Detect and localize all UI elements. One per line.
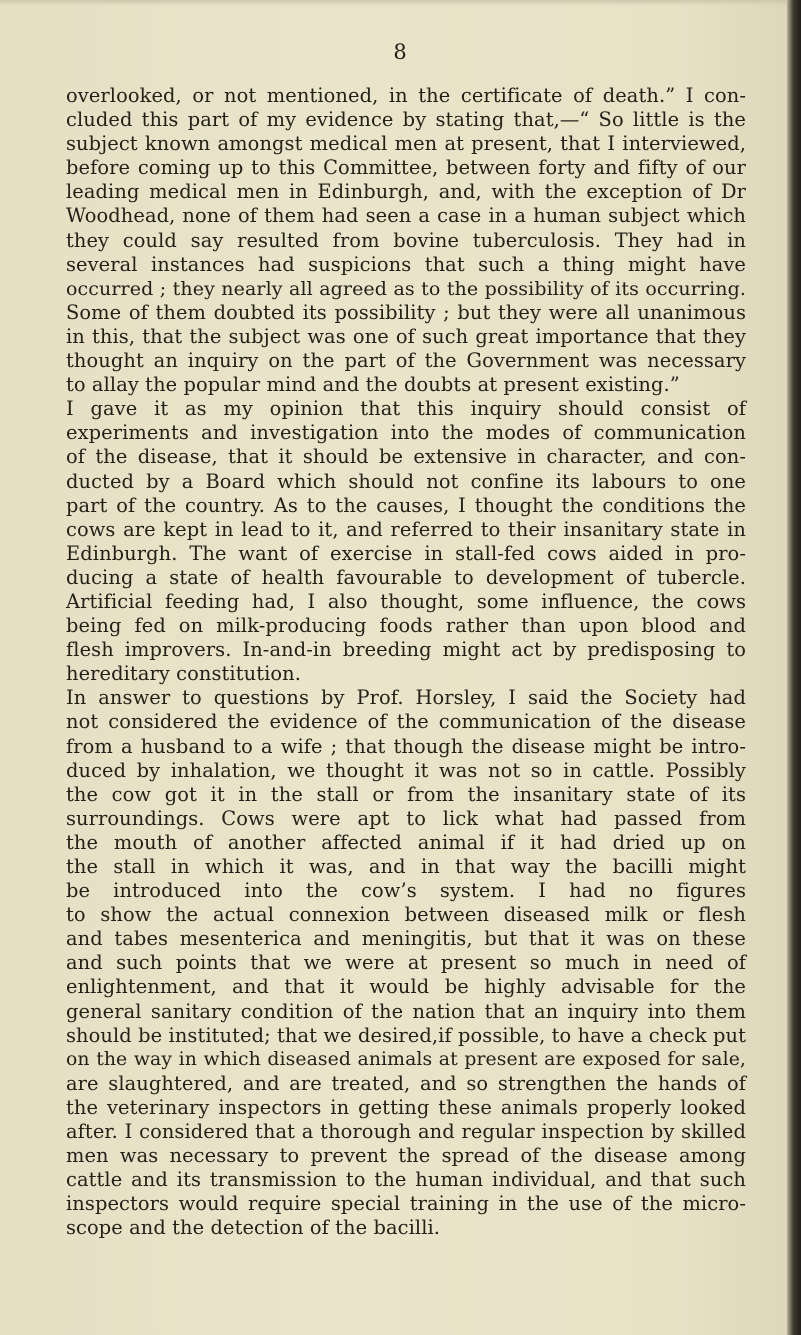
text-line: the stall in which it was, and in that way the bacilli might — [66, 855, 746, 878]
text-line: Edinburgh. The want of exercise in stall-fed cows aided in pro- — [66, 541, 746, 565]
text-line: inspectors would require special training in the use of the micro- — [66, 1192, 746, 1216]
text-line: after. I considered that a thorough and regular inspection by skilled — [66, 1120, 746, 1144]
text-line: of the disease, that it should be extensive in character, and con- — [66, 445, 746, 469]
text-line: occurred ; they nearly all agreed as to the possibility of its occurring. — [66, 277, 746, 300]
text-line: before coming up to this Committee, between forty and fifty of our — [66, 156, 746, 180]
text-line: on the way in which diseased animals at present are exposed for sale, — [66, 1048, 746, 1070]
text-line: ducing a state of health favourable to development of tubercle. — [66, 565, 746, 589]
text-line: from a husband to a wife ; that though the disease might be intro- — [66, 734, 746, 758]
text-line: the cow got it in the stall or from the insanitary state of its — [66, 782, 746, 806]
text-line: overlooked, or not mentioned, in the certificate of death.” I con- — [66, 84, 746, 107]
text-line: to allay the popular mind and the doubts at present existing.” — [66, 373, 680, 397]
text-line: flesh improvers. In-and-in breeding might act by predisposing to — [66, 638, 746, 662]
text-line: ducted by a Board which should not confine its labours to one — [66, 469, 746, 493]
text-line: scope and the detection of the bacilli. — [66, 1216, 441, 1240]
text-line: In answer to questions by Prof. Horsley, I said the Society had — [66, 686, 746, 710]
text-line: I gave it as my opinion that this inquiry should consist of — [66, 397, 746, 421]
text-line: surroundings. Cows were apt to lick what had passed from — [66, 806, 746, 830]
text-line: the veterinary inspectors in getting these animals properly looked — [66, 1095, 746, 1119]
text-line: enlightenment, and that it would be highly advisable for the — [66, 975, 746, 999]
text-line: the mouth of another affected animal if it had dried up on — [66, 830, 746, 854]
text-line: be introduced into the cow’s system. I had no figures — [66, 879, 746, 903]
text-line: to show the actual connexion between diseased milk or flesh — [66, 903, 746, 927]
page-number: 8 — [393, 40, 407, 64]
text-line: Artificial feeding had, I also thought, some influence, the cows — [66, 589, 746, 613]
text-line: and such points that we were at present so much in need of — [66, 951, 746, 975]
text-line: they could say resulted from bovine tuberculosis. They had in — [66, 228, 746, 252]
text-line: not considered the evidence of the communication of the disease — [66, 710, 746, 734]
text-line: cluded this part of my evidence by stating that,—“ So little is the — [66, 108, 746, 132]
text-line: men was necessary to prevent the spread of the disease among — [66, 1144, 746, 1168]
text-line: experiments and investigation into the modes of communication — [66, 421, 746, 445]
text-line: being fed on milk-producing foods rather than upon blood and — [66, 614, 746, 638]
page-top-edge — [0, 0, 801, 6]
text-line: Some of them doubted its possibility ; but they were all unanimous — [66, 300, 746, 324]
text-line: hereditary constitution. — [66, 662, 302, 686]
text-line: cattle and its transmission to the human individual, and that such — [66, 1168, 746, 1192]
text-line: in this, that the subject was one of such great importance that they — [66, 324, 746, 348]
page-binding-edge — [787, 0, 801, 1335]
text-line: Woodhead, none of them had seen a case in a human subject which — [66, 204, 746, 228]
text-line: several instances had suspicions that such a thing might have — [66, 252, 746, 276]
text-line: subject known amongst medical men at present, that I interviewed, — [66, 132, 746, 156]
text-line: and tabes mesenterica and meningitis, but that it was on these — [66, 927, 746, 951]
text-line: should be instituted; that we desired,if possible, to have a check put — [66, 1023, 746, 1047]
text-line: leading medical men in Edinburgh, and, with the exception of Dr — [66, 180, 746, 204]
text-line: duced by inhalation, we thought it was not so in cattle. Possibly — [66, 758, 746, 782]
text-line: cows are kept in lead to it, and referred to their insanitary state in — [66, 517, 746, 541]
text-line: are slaughtered, and are treated, and so strengthen the hands of — [66, 1071, 746, 1095]
text-line: thought an inquiry on the part of the Government was necessary — [66, 349, 746, 373]
text-line: general sanitary condition of the nation that an inquiry into them — [66, 999, 746, 1023]
text-line: part of the country. As to the causes, I thought the conditions the — [66, 493, 746, 517]
body-text — [66, 84, 746, 1241]
